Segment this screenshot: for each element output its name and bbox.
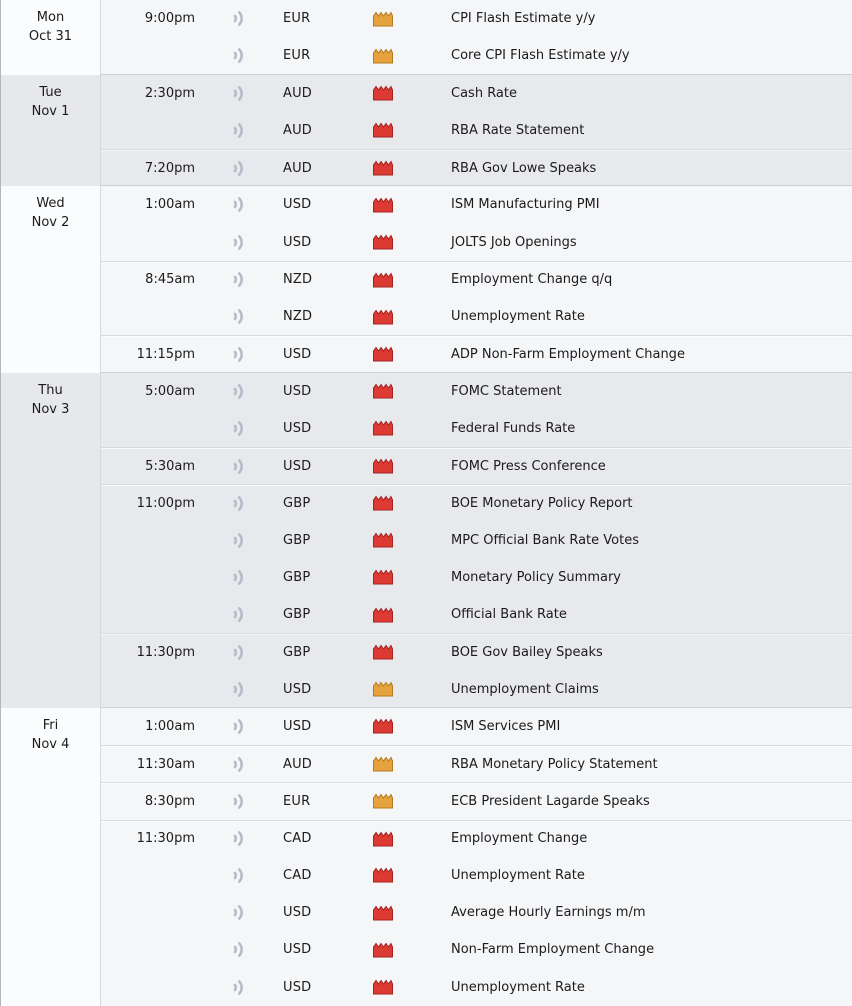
- event-title[interactable]: Unemployment Rate: [451, 979, 585, 995]
- impact-cell: [356, 831, 430, 847]
- event-time: 1:00am: [145, 718, 195, 734]
- speaker-cell: [215, 531, 260, 550]
- event-title[interactable]: Employment Change: [451, 831, 588, 847]
- event-currency: GBP: [283, 532, 311, 548]
- speaker-cell: [215, 978, 260, 997]
- event-time: 11:15pm: [136, 346, 195, 362]
- event-title[interactable]: ISM Services PMI: [451, 718, 561, 734]
- event-currency: CAD: [283, 831, 312, 847]
- sound-waves-icon[interactable]: [231, 866, 245, 885]
- speaker-cell: [215, 382, 260, 401]
- impact-cell: [356, 569, 430, 585]
- event-time: 8:30pm: [144, 793, 195, 809]
- event-title[interactable]: Monetary Policy Summary: [451, 569, 621, 585]
- event-title[interactable]: MPC Official Bank Rate Votes: [451, 532, 639, 548]
- event-title[interactable]: Employment Change q/q: [451, 272, 613, 288]
- sound-waves-icon[interactable]: [231, 792, 245, 811]
- event-title[interactable]: BOE Gov Bailey Speaks: [451, 644, 603, 660]
- event-time: 11:30am: [136, 756, 195, 772]
- day-name: Tue: [39, 84, 62, 100]
- day-cell: [1, 708, 101, 1006]
- speaker-cell: [215, 568, 260, 587]
- event-title[interactable]: ADP Non-Farm Employment Change: [451, 346, 685, 362]
- event-currency: GBP: [283, 644, 311, 660]
- event-row[interactable]: [101, 522, 852, 559]
- sound-waves-icon[interactable]: [231, 382, 245, 401]
- event-currency: AUD: [283, 85, 313, 101]
- event-currency: USD: [283, 681, 312, 697]
- event-time: 5:00am: [145, 383, 195, 399]
- red-factory-impact-icon: [373, 644, 393, 660]
- speaker-cell: [215, 307, 260, 326]
- day-name: Wed: [36, 196, 65, 212]
- event-time: 5:30am: [145, 458, 195, 474]
- event-title[interactable]: ISM Manufacturing PMI: [451, 197, 600, 213]
- speaker-cell: [215, 605, 260, 624]
- event-title[interactable]: Unemployment Rate: [451, 309, 585, 325]
- speaker-cell: [215, 680, 260, 699]
- event-row[interactable]: [101, 447, 852, 484]
- event-title[interactable]: RBA Rate Statement: [451, 122, 585, 138]
- sound-waves-icon[interactable]: [231, 531, 245, 550]
- impact-cell: [356, 346, 430, 362]
- orange-factory-impact-icon: [373, 681, 393, 697]
- speaker-cell: [215, 903, 260, 922]
- event-row[interactable]: [101, 745, 852, 782]
- speaker-cell: [215, 345, 260, 364]
- event-row[interactable]: [101, 335, 852, 372]
- event-title[interactable]: BOE Monetary Policy Report: [451, 495, 633, 511]
- event-title[interactable]: ECB President Lagarde Speaks: [451, 793, 650, 809]
- event-row[interactable]: [101, 484, 852, 521]
- red-factory-impact-icon: [373, 122, 393, 138]
- event-time: 9:00pm: [144, 11, 195, 27]
- impact-cell: [356, 756, 430, 772]
- event-currency: EUR: [283, 48, 311, 64]
- orange-factory-impact-icon: [373, 793, 393, 809]
- event-time: 1:00am: [145, 197, 195, 213]
- sound-waves-icon[interactable]: [231, 494, 245, 513]
- event-row[interactable]: [101, 969, 852, 1006]
- sound-waves-icon[interactable]: [231, 84, 245, 103]
- impact-cell: [356, 495, 430, 511]
- event-row[interactable]: [101, 149, 852, 186]
- sound-waves-icon[interactable]: [231, 643, 245, 662]
- sound-waves-icon[interactable]: [231, 829, 245, 848]
- speaker-cell: [215, 792, 260, 811]
- sound-waves-icon[interactable]: [231, 121, 245, 140]
- event-time: 11:30pm: [136, 831, 195, 847]
- red-factory-impact-icon: [373, 979, 393, 995]
- day-cell: [1, 0, 101, 75]
- impact-cell: [356, 11, 430, 27]
- event-row[interactable]: [101, 633, 852, 670]
- red-factory-impact-icon: [373, 831, 393, 847]
- red-factory-impact-icon: [373, 160, 393, 176]
- event-row[interactable]: [101, 820, 852, 857]
- event-currency: USD: [283, 718, 312, 734]
- sound-waves-icon[interactable]: [231, 457, 245, 476]
- event-title[interactable]: Cash Rate: [451, 85, 517, 101]
- speaker-cell: [215, 121, 260, 140]
- impact-cell: [356, 85, 430, 101]
- day-cell: [1, 373, 101, 708]
- sound-waves-icon[interactable]: [231, 717, 245, 736]
- event-row[interactable]: [101, 857, 852, 894]
- sound-waves-icon[interactable]: [231, 419, 245, 438]
- day-date: Nov 1: [31, 103, 70, 119]
- red-factory-impact-icon: [373, 458, 393, 474]
- speaker-cell: [215, 84, 260, 103]
- red-factory-impact-icon: [373, 420, 393, 436]
- speaker-cell: [215, 270, 260, 289]
- impact-cell: [356, 644, 430, 660]
- impact-cell: [356, 942, 430, 958]
- speaker-cell: [215, 866, 260, 885]
- event-currency: AUD: [283, 756, 313, 772]
- sound-waves-icon[interactable]: [231, 9, 245, 28]
- day-section: [1, 0, 852, 75]
- day-name: Mon: [36, 10, 65, 25]
- event-currency: USD: [283, 234, 312, 250]
- impact-cell: [356, 197, 430, 213]
- event-row[interactable]: [101, 894, 852, 931]
- speaker-cell: [215, 940, 260, 959]
- event-title[interactable]: RBA Monetary Policy Statement: [451, 756, 658, 772]
- event-title[interactable]: Average Hourly Earnings m/m: [451, 905, 646, 921]
- event-currency: USD: [283, 197, 312, 213]
- speaker-cell: [215, 494, 260, 513]
- event-title[interactable]: Federal Funds Rate: [451, 420, 576, 436]
- event-time: 11:30pm: [136, 644, 195, 660]
- red-factory-impact-icon: [373, 569, 393, 585]
- sound-waves-icon[interactable]: [231, 345, 245, 364]
- event-currency: AUD: [283, 122, 313, 138]
- red-factory-impact-icon: [373, 234, 393, 250]
- event-currency: USD: [283, 942, 312, 958]
- sound-waves-icon[interactable]: [231, 903, 245, 922]
- day-date: Nov 4: [31, 736, 70, 752]
- event-row[interactable]: [101, 298, 852, 335]
- day-cell: [1, 75, 101, 187]
- sound-waves-icon[interactable]: [231, 307, 245, 326]
- day-cell: [1, 186, 101, 372]
- speaker-cell: [215, 457, 260, 476]
- day-events: [101, 75, 852, 187]
- event-row[interactable]: [101, 224, 852, 261]
- speaker-cell: [215, 159, 260, 178]
- speaker-cell: [215, 419, 260, 438]
- event-currency: USD: [283, 458, 312, 474]
- impact-cell: [356, 122, 430, 138]
- red-factory-impact-icon: [373, 85, 393, 101]
- impact-cell: [356, 458, 430, 474]
- event-title[interactable]: FOMC Press Conference: [451, 458, 606, 474]
- speaker-cell: [215, 755, 260, 774]
- event-row[interactable]: [101, 671, 852, 708]
- red-factory-impact-icon: [373, 383, 393, 399]
- speaker-cell: [215, 195, 260, 214]
- event-time: 7:20pm: [144, 160, 195, 176]
- red-factory-impact-icon: [373, 532, 393, 548]
- sound-waves-icon[interactable]: [231, 978, 245, 997]
- day-date: Nov 3: [31, 401, 70, 417]
- impact-cell: [356, 718, 430, 734]
- event-currency: AUD: [283, 160, 313, 176]
- event-row[interactable]: [101, 37, 852, 74]
- sound-waves-icon[interactable]: [231, 159, 245, 178]
- impact-cell: [356, 607, 430, 623]
- event-currency: USD: [283, 979, 312, 995]
- impact-cell: [356, 532, 430, 548]
- event-row[interactable]: [101, 0, 852, 37]
- red-factory-impact-icon: [373, 346, 393, 362]
- speaker-cell: [215, 717, 260, 736]
- day-section: [1, 185, 852, 372]
- sound-waves-icon[interactable]: [231, 605, 245, 624]
- impact-cell: [356, 383, 430, 399]
- event-title[interactable]: JOLTS Job Openings: [451, 234, 577, 250]
- event-row[interactable]: [101, 261, 852, 298]
- event-title[interactable]: Unemployment Claims: [451, 681, 599, 697]
- event-currency: EUR: [283, 793, 311, 809]
- orange-factory-impact-icon: [373, 756, 393, 772]
- event-row[interactable]: [101, 596, 852, 633]
- event-currency: USD: [283, 346, 312, 362]
- day-date: Oct 31: [28, 29, 73, 44]
- event-title[interactable]: Core CPI Flash Estimate y/y: [451, 48, 630, 64]
- speaker-cell: [215, 829, 260, 848]
- red-factory-impact-icon: [373, 942, 393, 958]
- day-events: [101, 373, 852, 708]
- orange-factory-impact-icon: [373, 48, 393, 64]
- event-title[interactable]: Non-Farm Employment Change: [451, 942, 655, 958]
- event-currency: USD: [283, 420, 312, 436]
- speaker-cell: [215, 233, 260, 252]
- impact-cell: [356, 420, 430, 436]
- impact-cell: [356, 793, 430, 809]
- red-factory-impact-icon: [373, 905, 393, 921]
- event-currency: NZD: [283, 272, 313, 288]
- event-currency: CAD: [283, 867, 312, 883]
- event-currency: NZD: [283, 309, 313, 325]
- red-factory-impact-icon: [373, 867, 393, 883]
- impact-cell: [356, 867, 430, 883]
- event-time: 8:45am: [145, 272, 195, 288]
- impact-cell: [356, 234, 430, 250]
- day-section: [1, 707, 852, 1006]
- sound-waves-icon[interactable]: [231, 270, 245, 289]
- sound-waves-icon[interactable]: [231, 755, 245, 774]
- sound-waves-icon[interactable]: [231, 680, 245, 699]
- sound-waves-icon[interactable]: [231, 568, 245, 587]
- event-title[interactable]: Official Bank Rate: [451, 607, 567, 623]
- event-currency: GBP: [283, 569, 311, 585]
- sound-waves-icon[interactable]: [231, 46, 245, 65]
- day-events: [101, 186, 852, 372]
- impact-cell: [356, 905, 430, 921]
- event-row[interactable]: [101, 373, 852, 410]
- impact-cell: [356, 160, 430, 176]
- event-title[interactable]: RBA Gov Lowe Speaks: [451, 160, 597, 176]
- event-time: 2:30pm: [144, 85, 195, 101]
- day-events: [101, 0, 852, 75]
- event-row[interactable]: [101, 708, 852, 745]
- red-factory-impact-icon: [373, 197, 393, 213]
- red-factory-impact-icon: [373, 272, 393, 288]
- day-events: [101, 708, 852, 1006]
- day-name: Fri: [42, 717, 59, 733]
- impact-cell: [356, 979, 430, 995]
- event-row[interactable]: [101, 782, 852, 819]
- sound-waves-icon[interactable]: [231, 233, 245, 252]
- event-time: 11:00pm: [136, 495, 195, 511]
- event-row[interactable]: [101, 75, 852, 112]
- event-currency: GBP: [283, 495, 311, 511]
- event-currency: USD: [283, 383, 312, 399]
- day-name: Thu: [38, 382, 63, 398]
- sound-waves-icon[interactable]: [231, 940, 245, 959]
- speaker-cell: [215, 643, 260, 662]
- orange-factory-impact-icon: [373, 11, 393, 27]
- impact-cell: [356, 48, 430, 64]
- day-section: [1, 74, 852, 187]
- day-section: [1, 372, 852, 708]
- event-currency: USD: [283, 905, 312, 921]
- impact-cell: [356, 681, 430, 697]
- red-factory-impact-icon: [373, 718, 393, 734]
- red-factory-impact-icon: [373, 607, 393, 623]
- speaker-cell: [215, 46, 260, 65]
- event-row[interactable]: [101, 410, 852, 447]
- sound-waves-icon[interactable]: [231, 195, 245, 214]
- event-title[interactable]: CPI Flash Estimate y/y: [451, 11, 596, 27]
- speaker-cell: [215, 9, 260, 28]
- event-currency: GBP: [283, 607, 311, 623]
- impact-cell: [356, 272, 430, 288]
- event-row[interactable]: [101, 186, 852, 223]
- event-row[interactable]: [101, 112, 852, 149]
- event-row[interactable]: [101, 931, 852, 968]
- event-title[interactable]: Unemployment Rate: [451, 867, 585, 883]
- event-currency: EUR: [283, 11, 311, 27]
- red-factory-impact-icon: [373, 495, 393, 511]
- red-factory-impact-icon: [373, 309, 393, 325]
- day-date: Nov 2: [31, 215, 70, 231]
- impact-cell: [356, 309, 430, 325]
- event-title[interactable]: FOMC Statement: [451, 383, 562, 399]
- event-row[interactable]: [101, 559, 852, 596]
